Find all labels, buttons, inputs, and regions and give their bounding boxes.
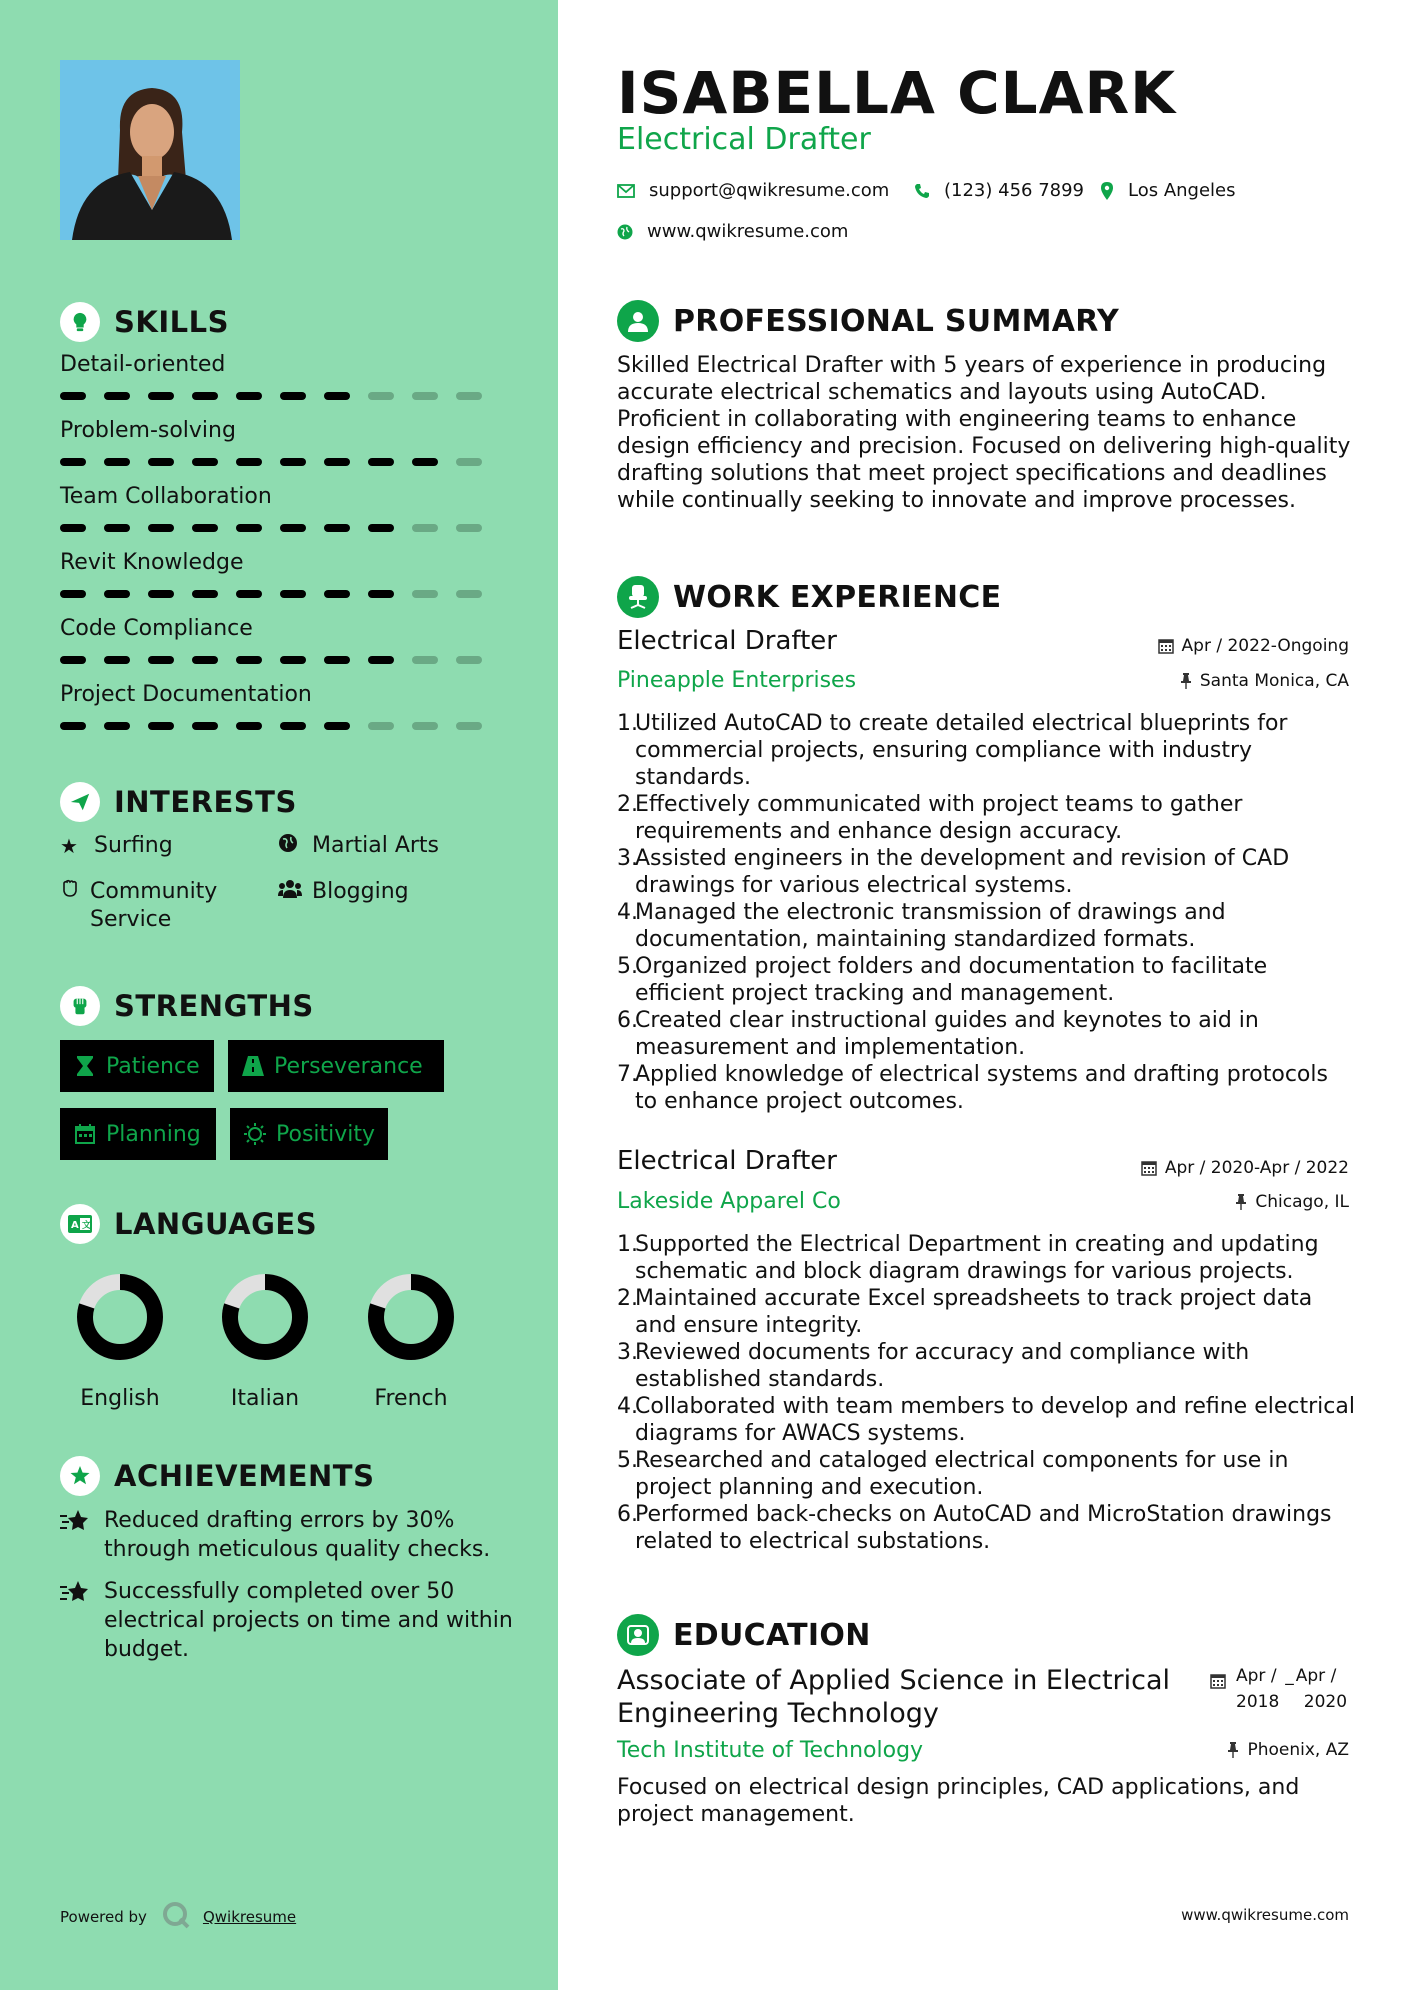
- skill-dash: [192, 458, 218, 466]
- duty-text: Collaborated with team members to develop and refine electrical diagrams for AWACS systems.: [635, 1394, 1355, 1446]
- duty-item: 4. Managed the electronic transmission of drawings and documentation, maintaining standardized formats.: [617, 899, 1357, 953]
- degree-title: Associate of Applied Science in Electrical Engineering Technology: [617, 1665, 1171, 1729]
- interest-label: Blogging: [312, 879, 409, 904]
- education-start-year: 2018: [1236, 1692, 1280, 1712]
- envelope-icon: [617, 184, 635, 198]
- education-end: [1296, 1663, 1347, 1715]
- strength-badge: [60, 1040, 214, 1092]
- skill-dash: [456, 590, 482, 598]
- strengths-heading-text: STRENGTHS: [114, 989, 314, 1023]
- skill-dash: [280, 590, 306, 598]
- skill-dash: [148, 458, 174, 466]
- skill-name: Problem-solving: [60, 418, 236, 443]
- skill-item: [60, 350, 500, 400]
- skill-name: Project Documentation: [60, 682, 312, 707]
- pushpin-icon: [1235, 1194, 1247, 1210]
- skill-dash: [192, 722, 218, 730]
- phone-icon: [914, 183, 930, 199]
- skill-item: [60, 482, 500, 532]
- skill-dash: [236, 590, 262, 598]
- skill-level: [60, 722, 500, 730]
- job-dates-text: Apr / 2020-Apr / 2022: [1164, 1158, 1349, 1178]
- interest-item: [60, 878, 260, 934]
- calendar-icon: [74, 1124, 96, 1144]
- duties-list: [617, 1231, 1357, 1555]
- powered-by: [60, 1900, 296, 1934]
- strength-badge: [228, 1040, 444, 1092]
- language-item: [346, 1272, 476, 1411]
- strength-badge: [60, 1108, 216, 1160]
- job-location-text: Chicago, IL: [1255, 1192, 1349, 1212]
- skill-dash: [368, 458, 394, 466]
- language-item: [200, 1272, 330, 1411]
- skill-dash: [324, 392, 350, 400]
- email-text: support@qwikresume.com: [649, 180, 890, 201]
- skill-dash: [104, 458, 130, 466]
- duty-text: Reviewed documents for accuracy and compliance with established standards.: [635, 1340, 1250, 1392]
- calendar-icon: [1141, 1160, 1157, 1176]
- job-dates-text: Apr / 2022-Ongoing: [1181, 636, 1349, 656]
- date-separator: _: [1285, 1666, 1294, 1686]
- school-name: Tech Institute of Technology: [617, 1738, 924, 1763]
- hourglass-icon: [74, 1055, 96, 1077]
- skill-item: [60, 614, 500, 664]
- skill-dash: [60, 656, 86, 664]
- education-start-month: Apr /: [1236, 1666, 1277, 1686]
- duty-item: 5. Researched and cataloged electrical components for use in project planning and execution.: [617, 1447, 1357, 1501]
- map-pin-icon: [1100, 182, 1114, 200]
- strength-label: Planning: [106, 1121, 201, 1147]
- hand-icon: [60, 878, 80, 906]
- duty-item: 2. Effectively communicated with project teams to gather requirements and enhance design accuracy.: [617, 791, 1357, 845]
- skill-dash: [412, 524, 438, 532]
- education-location-text: Phoenix, AZ: [1247, 1740, 1349, 1760]
- skill-dash: [368, 524, 394, 532]
- duty-text: Researched and cataloged electrical components for use in project planning and execution.: [635, 1448, 1289, 1500]
- duty-item: 4. Collaborated with team members to develop and refine electrical diagrams for AWACS systems.: [617, 1393, 1357, 1447]
- skill-dash: [104, 656, 130, 664]
- duty-text: Assisted engineers in the development and revision of CAD drawings for various electrical systems.: [635, 846, 1290, 898]
- duty-text: Managed the electronic transmission of drawings and documentation, maintaining standardized formats.: [635, 900, 1226, 952]
- duty-item: 5. Organized project folders and documentation to facilitate efficient project tracking and management.: [617, 953, 1357, 1007]
- duty-item: 6. Performed back-checks on AutoCAD and MicroStation drawings related to electrical substations.: [617, 1501, 1357, 1555]
- duty-text: Supported the Electrical Department in creating and updating schematic and block diagram drawings for various projects.: [635, 1232, 1319, 1284]
- education-end-year: 2020: [1303, 1692, 1348, 1712]
- skill-dash: [236, 656, 262, 664]
- strength-label: Positivity: [276, 1121, 376, 1147]
- job-location: [1235, 1192, 1349, 1212]
- duty-text: Created clear instructional guides and keynotes to aid in measurement and implementation.: [635, 1008, 1259, 1060]
- skill-dash: [280, 392, 306, 400]
- phone-text: (123) 456 7899: [944, 180, 1085, 201]
- skill-dash: [324, 524, 350, 532]
- skill-dash: [148, 590, 174, 598]
- skill-level: [60, 524, 500, 532]
- star-icon: [60, 1577, 104, 1664]
- interest-label: Community Service: [90, 879, 218, 932]
- duty-item: 2. Maintained accurate Excel spreadsheets to track project data and ensure integrity.: [617, 1285, 1357, 1339]
- education-dates: [1210, 1663, 1347, 1715]
- lightbulb-icon: [60, 302, 100, 342]
- education-end-month: Apr /: [1295, 1666, 1337, 1686]
- star-icon: ★: [60, 834, 78, 858]
- candidate-name: ISABELLA CLARK: [617, 59, 1177, 127]
- duty-text: Performed back-checks on AutoCAD and MicroStation drawings related to electrical substations.: [635, 1502, 1332, 1554]
- language-donut: [75, 1272, 165, 1362]
- duties-list: [617, 710, 1357, 1115]
- skill-dash: [280, 656, 306, 664]
- duty-text: Utilized AutoCAD to create detailed electrical blueprints for commercial projects, ensuring compliance with industry standards.: [635, 711, 1288, 790]
- skill-dash: [148, 722, 174, 730]
- office-chair-icon: [617, 576, 659, 618]
- calendar-icon: [1210, 1663, 1226, 1715]
- job-dates: [1158, 636, 1349, 656]
- skill-dash: [236, 722, 262, 730]
- skill-dash: [192, 656, 218, 664]
- skill-dash: [280, 722, 306, 730]
- company-name: Pineapple Enterprises: [617, 668, 857, 693]
- achievements-heading: [60, 1456, 374, 1496]
- graduation-cap-icon: [617, 1614, 659, 1656]
- interest-item: [60, 832, 173, 860]
- skill-dash: [368, 392, 394, 400]
- skill-dash: [148, 656, 174, 664]
- candidate-title: Electrical Drafter: [617, 122, 871, 157]
- skill-item: [60, 416, 500, 466]
- powered-by-label: Powered by: [60, 1908, 147, 1926]
- skill-dash: [324, 722, 350, 730]
- duty-item: 3. Reviewed documents for accuracy and compliance with established standards.: [617, 1339, 1357, 1393]
- skill-dash: [104, 590, 130, 598]
- qwikresume-link[interactable]: Qwikresume: [202, 1908, 297, 1926]
- skill-dash: [236, 392, 262, 400]
- job-location-text: Santa Monica, CA: [1199, 671, 1349, 691]
- globe-icon: [617, 224, 633, 240]
- skill-dash: [368, 590, 394, 598]
- skill-dash: [324, 590, 350, 598]
- skills-heading: [60, 302, 229, 342]
- skill-dash: [104, 722, 130, 730]
- education-heading: [617, 1614, 871, 1656]
- skill-dash: [192, 392, 218, 400]
- skill-level: [60, 590, 500, 598]
- skill-dash: [324, 656, 350, 664]
- interests-heading: [60, 782, 297, 822]
- achievements-heading-text: ACHIEVEMENTS: [114, 1459, 375, 1493]
- fist-icon: [60, 986, 100, 1026]
- skill-dash: [104, 524, 130, 532]
- skills-heading-text: SKILLS: [114, 305, 229, 339]
- paper-plane-icon: [60, 782, 100, 822]
- pushpin-icon: [1180, 673, 1192, 689]
- achievement-text: Reduced drafting errors by 30% through meticulous quality checks.: [104, 1508, 491, 1562]
- globe-icon: [278, 832, 302, 860]
- skill-dash: [412, 392, 438, 400]
- duty-item: 1. Utilized AutoCAD to create detailed electrical blueprints for commercial projects, ensuring compliance with industry standards.: [617, 710, 1357, 791]
- pushpin-icon: [1227, 1742, 1239, 1758]
- strength-badge: [230, 1108, 388, 1160]
- skill-level: [60, 656, 500, 664]
- svg-text:A: A: [71, 1220, 79, 1231]
- strength-label: Perseverance: [274, 1053, 423, 1079]
- experience-heading: [617, 576, 1001, 618]
- calendar-icon: [1158, 638, 1174, 654]
- translate-icon: [60, 1204, 100, 1244]
- interests-heading-text: INTERESTS: [114, 785, 297, 819]
- duty-item: 7. Applied knowledge of electrical systems and drafting protocols to enhance project outcomes.: [617, 1061, 1357, 1115]
- skill-dash: [280, 458, 306, 466]
- skill-dash: [324, 458, 350, 466]
- education-heading-text: EDUCATION: [673, 1617, 871, 1653]
- svg-text:文: 文: [82, 1221, 92, 1231]
- skill-dash: [412, 458, 438, 466]
- achievement-item: [60, 1506, 520, 1564]
- skill-dash: [60, 524, 86, 532]
- language-donut: [220, 1272, 310, 1362]
- interest-item: [278, 878, 409, 906]
- language-donut: [366, 1272, 456, 1362]
- skill-dash: [148, 392, 174, 400]
- skill-item: [60, 680, 500, 730]
- skill-dash: [60, 722, 86, 730]
- summary-heading-text: PROFESSIONAL SUMMARY: [673, 303, 1120, 339]
- interest-item: [278, 832, 439, 860]
- duty-text: Maintained accurate Excel spreadsheets to track project data and ensure integrity.: [635, 1286, 1313, 1338]
- experience-heading-text: WORK EXPERIENCE: [673, 579, 1002, 615]
- languages-heading-text: LANGUAGES: [114, 1207, 318, 1241]
- skill-dash: [456, 392, 482, 400]
- sidebar: [0, 0, 558, 1990]
- duty-text: Organized project folders and documentation to facilitate efficient project tracking and management.: [635, 954, 1268, 1006]
- interest-label: Martial Arts: [312, 833, 440, 858]
- duty-text: Applied knowledge of electrical systems and drafting protocols to enhance project outcomes.: [635, 1062, 1328, 1114]
- skill-dash: [456, 458, 482, 466]
- skill-name: Detail-oriented: [60, 352, 226, 377]
- award-star-icon: [60, 1456, 100, 1496]
- skill-dash: [412, 722, 438, 730]
- skill-dash: [236, 458, 262, 466]
- languages-heading: [60, 1204, 317, 1244]
- language-name: Italian: [230, 1386, 300, 1411]
- star-icon: [60, 1506, 104, 1564]
- language-item: [55, 1272, 185, 1411]
- skill-dash: [236, 524, 262, 532]
- website-text: www.qwikresume.com: [647, 221, 849, 242]
- skill-dash: [60, 458, 86, 466]
- job-dates: [1141, 1158, 1349, 1178]
- skill-dash: [456, 722, 482, 730]
- strengths-heading: [60, 986, 314, 1026]
- user-icon: [617, 300, 659, 342]
- skill-dash: [192, 590, 218, 598]
- skill-level: [60, 458, 500, 466]
- skill-dash: [280, 524, 306, 532]
- profile-photo: [60, 60, 240, 240]
- website-contact[interactable]: [617, 221, 848, 242]
- skill-dash: [412, 656, 438, 664]
- skill-dash: [456, 656, 482, 664]
- education-start: [1236, 1663, 1279, 1715]
- users-icon: [278, 878, 302, 906]
- skill-dash: [60, 590, 86, 598]
- interest-label: Surfing: [94, 833, 173, 858]
- language-name: French: [374, 1386, 448, 1411]
- skill-dash: [148, 524, 174, 532]
- achievement-item: [60, 1577, 520, 1664]
- summary-text: Skilled Electrical Drafter with 5 years of experience in producing accurate electrical schematics and layouts using AutoCAD. Proficient in collaborating with engineering teams to enhance design efficiency and precision. Focused on delivering high-quality drafting solutions that meet project specifications and deadlines while continually seeking to innovate and improve processes.: [617, 353, 1351, 513]
- qwikresume-logo-icon: [161, 1900, 191, 1934]
- duty-item: 6. Created clear instructional guides and keynotes to aid in measurement and implementation.: [617, 1007, 1357, 1061]
- job-title: Electrical Drafter: [617, 1146, 837, 1176]
- strength-label: Patience: [106, 1053, 200, 1079]
- email-contact[interactable]: [617, 180, 889, 201]
- education-description: Focused on electrical design principles, CAD applications, and project management.: [617, 1775, 1300, 1827]
- duty-item: 1. Supported the Electrical Department in creating and updating schematic and block diagram drawings for various projects.: [617, 1231, 1357, 1285]
- duty-text: Effectively communicated with project teams to gather requirements and enhance design accuracy.: [635, 792, 1243, 844]
- location-contact: [1100, 180, 1236, 201]
- skill-dash: [456, 524, 482, 532]
- skill-dash: [368, 656, 394, 664]
- language-name: English: [80, 1386, 160, 1411]
- sun-icon: [244, 1123, 266, 1145]
- duty-item: 3. Assisted engineers in the development and revision of CAD drawings for various electrical systems.: [617, 845, 1357, 899]
- summary-heading: [617, 300, 1119, 342]
- job-location: [1180, 671, 1349, 691]
- location-text: Los Angeles: [1128, 180, 1236, 201]
- skill-item: [60, 548, 500, 598]
- phone-contact[interactable]: [914, 180, 1084, 201]
- skill-name: Revit Knowledge: [60, 550, 244, 575]
- skill-name: Team Collaboration: [60, 484, 272, 509]
- skill-name: Code Compliance: [60, 616, 253, 641]
- road-icon: [242, 1056, 264, 1076]
- achievement-text: Successfully completed over 50 electrical projects on time and within budget.: [104, 1579, 513, 1662]
- skill-dash: [368, 722, 394, 730]
- skill-dash: [412, 590, 438, 598]
- job-title: Electrical Drafter: [617, 626, 837, 656]
- education-location: [1227, 1740, 1349, 1760]
- skill-dash: [60, 392, 86, 400]
- skill-dash: [192, 524, 218, 532]
- company-name: Lakeside Apparel Co: [617, 1189, 841, 1214]
- footer-website[interactable]: www.qwikresume.com: [1181, 1906, 1349, 1924]
- skill-dash: [104, 392, 130, 400]
- skill-level: [60, 392, 500, 400]
